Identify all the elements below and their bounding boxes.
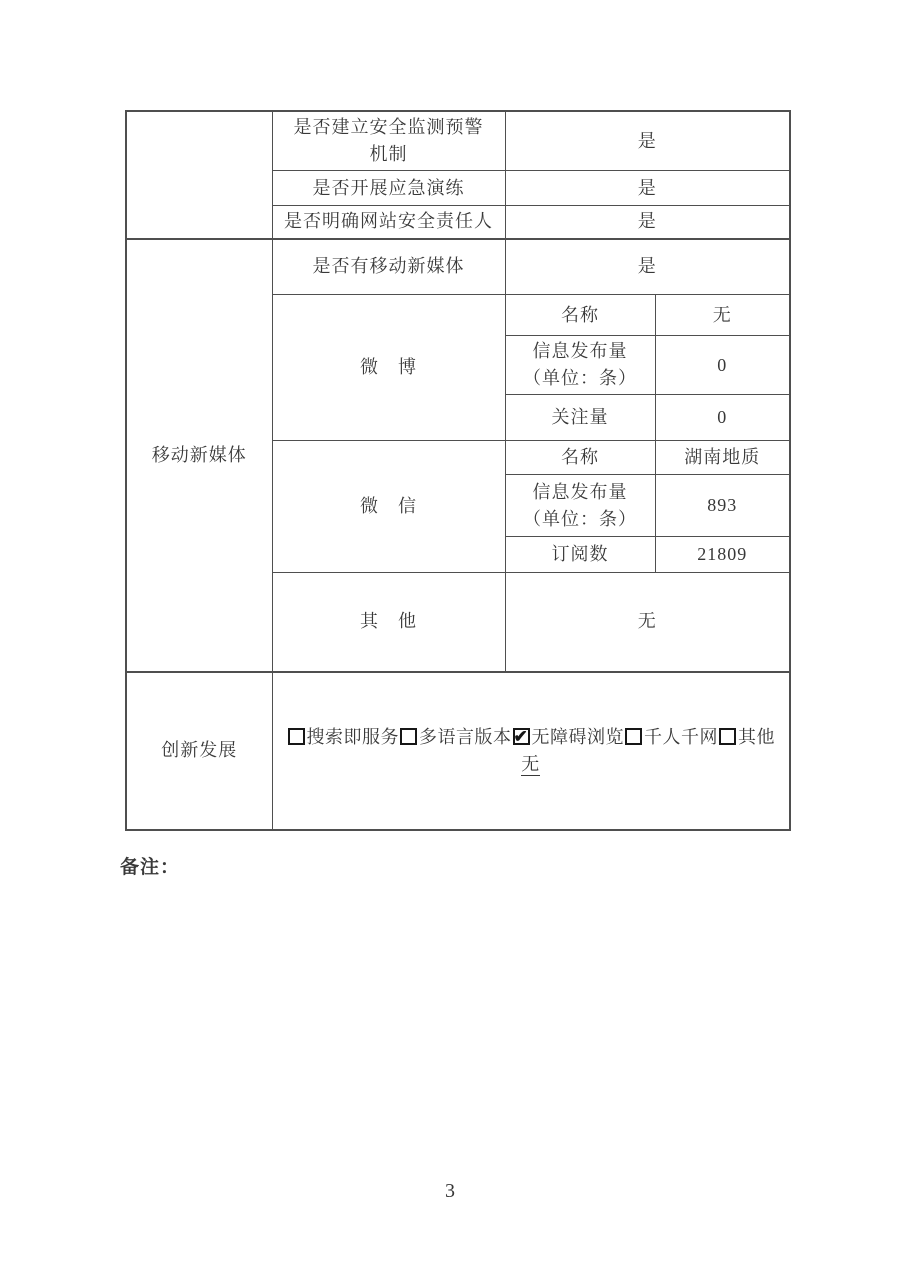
security-responsible-label: 是否明确网站安全责任人 [272, 206, 505, 239]
wechat-posts-label-cell [505, 475, 655, 537]
checkbox-label: 其他 [738, 726, 775, 747]
emergency-drill-label: 是否开展应急演练 [272, 171, 505, 206]
table-row [126, 239, 790, 295]
checkbox-label: 无障碍浏览 [531, 726, 624, 747]
security-responsible-value: 是 [505, 206, 790, 239]
checkbox-checked-icon [513, 728, 530, 745]
innovation-options-line [277, 724, 786, 751]
has-mobile-media-value: 是 [505, 239, 790, 295]
wechat-posts-label-line1: 信息发布量 [532, 481, 628, 502]
innovation-other-value: 无 [521, 753, 541, 774]
checkbox-unchecked-icon [288, 728, 305, 745]
checkbox-unchecked-icon [625, 728, 642, 745]
security-monitor-label-line2: 机制 [369, 144, 408, 164]
weibo-posts-label-line2: （单位：条） [523, 368, 637, 388]
security-monitor-label-cell [272, 111, 505, 171]
wechat-posts-label-line2: （单位：条） [523, 508, 637, 529]
wechat-name-label: 名称 [505, 441, 655, 475]
annual-report-table [125, 110, 791, 831]
weibo-name-value: 无 [655, 295, 790, 336]
option-other [718, 727, 775, 747]
has-mobile-media-label: 是否有移动新媒体 [272, 239, 505, 295]
table-row [126, 672, 790, 830]
option-multilingual [399, 727, 512, 747]
wechat-subscribers-label: 订阅数 [505, 537, 655, 573]
wechat-posts-value: 893 [655, 475, 790, 537]
weibo-label: 微 博 [272, 295, 505, 441]
weibo-followers-value: 0 [655, 395, 790, 441]
checkbox-label: 千人千网 [644, 726, 718, 747]
remark-label: 备注： [120, 857, 181, 878]
wechat-name-value: 湖南地质 [655, 441, 790, 475]
other-media-label: 其 他 [272, 573, 505, 672]
wechat-subscribers-value: 21809 [655, 537, 790, 573]
checkbox-unchecked-icon [719, 728, 736, 745]
weibo-posts-value: 0 [655, 336, 790, 395]
weibo-name-label: 名称 [505, 295, 655, 336]
option-qianren-qianwang [624, 727, 718, 747]
previous-section-spacer-cell [126, 111, 272, 239]
wechat-label: 微 信 [272, 441, 505, 573]
option-accessibility [512, 727, 625, 747]
innovation-options-cell [272, 672, 790, 830]
weibo-posts-label-cell [505, 336, 655, 395]
mobile-media-section-label: 移动新媒体 [126, 239, 272, 672]
security-monitor-value: 是 [505, 111, 790, 171]
table-row [126, 111, 790, 171]
option-search-service [287, 727, 400, 747]
checkbox-label: 搜索即服务 [306, 726, 399, 747]
security-monitor-label-line1: 是否建立安全监测预警 [293, 117, 484, 137]
checkbox-label: 多语言版本 [419, 726, 512, 747]
page-number: 3 [445, 1180, 455, 1202]
innovation-other-line [277, 751, 786, 778]
weibo-followers-label: 关注量 [505, 395, 655, 441]
checkbox-unchecked-icon [400, 728, 417, 745]
weibo-posts-label-line1: 信息发布量 [532, 341, 628, 361]
other-media-value: 无 [505, 573, 790, 672]
innovation-section-label: 创新发展 [126, 672, 272, 830]
emergency-drill-value: 是 [505, 171, 790, 206]
